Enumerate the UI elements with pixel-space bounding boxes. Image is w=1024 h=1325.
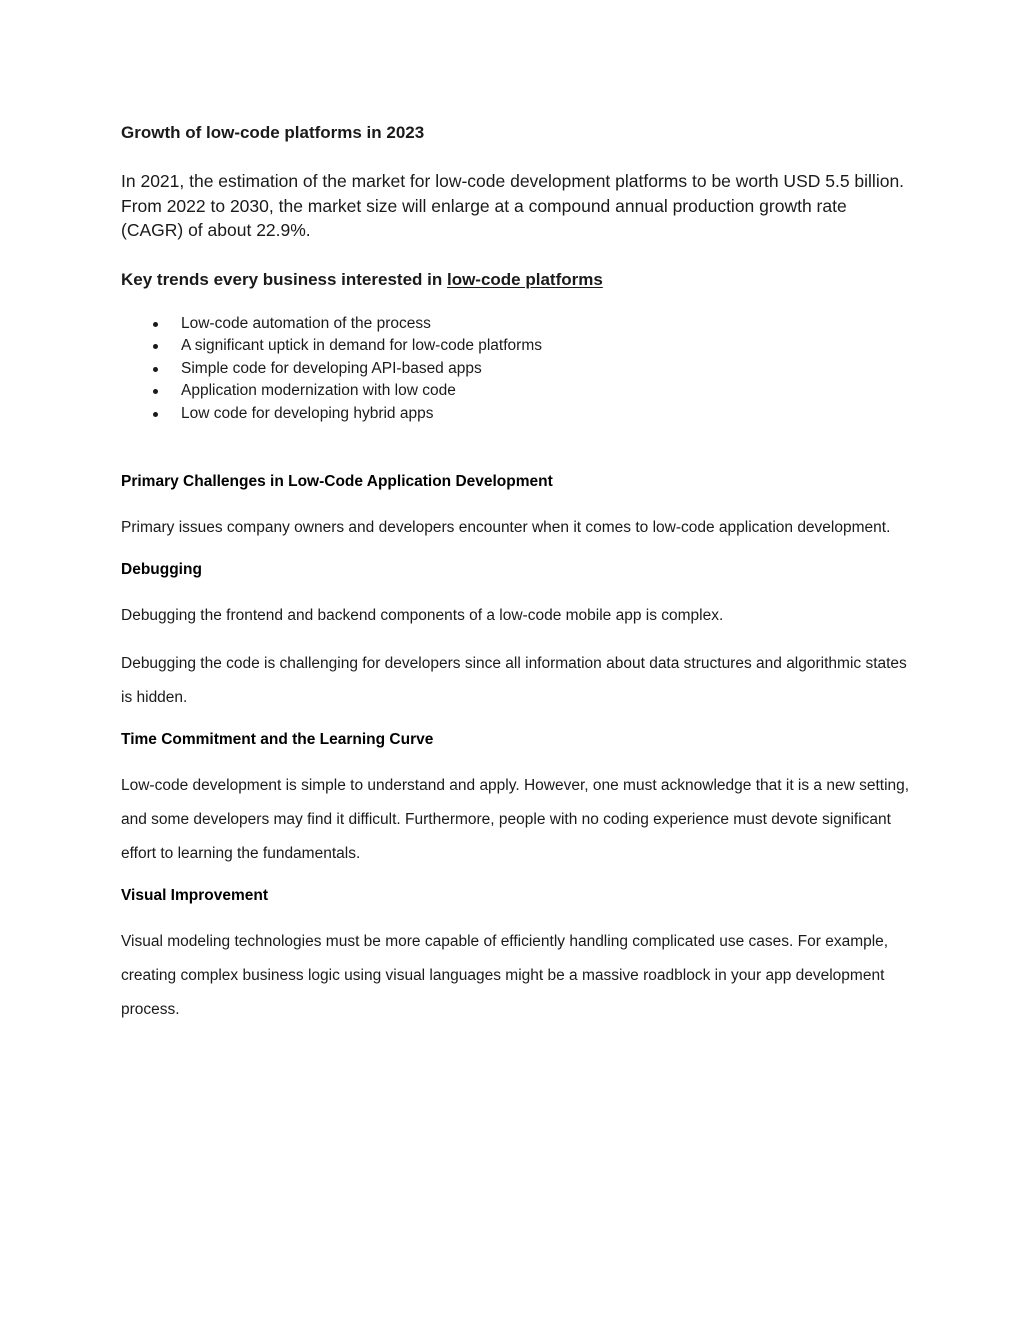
page-title: Growth of low-code platforms in 2023	[121, 123, 425, 142]
visual-improvement-heading: Visual Improvement	[121, 887, 269, 905]
document-body	[121, 121, 911, 1027]
trends-heading-text: Key trends every business interested in	[121, 269, 447, 289]
trends-list	[121, 313, 911, 426]
low-code-platforms-link[interactable]: low-code platforms	[446, 269, 603, 289]
debugging-paragraph-2: Debugging the code is challenging for developers since all information about data structures and algorithmic states is hidden.	[121, 655, 907, 707]
list-item: Low code for developing hybrid apps	[121, 403, 911, 426]
time-commitment-paragraph: Low-code development is simple to understand and apply. However, one must acknowledge that it is a new setting, and some developers may find it difficult. Furthermore, people with no coding experience must devote significant effort to learning the fundamentals.	[121, 777, 910, 863]
challenges-heading: Primary Challenges in Low-Code Application Development	[121, 473, 553, 491]
time-commitment-heading: Time Commitment and the Learning Curve	[121, 731, 434, 749]
visual-improvement-paragraph: Visual modeling technologies must be more capable of efficiently handling complicated use cases. For example, creating complex business logic using visual languages might be a massive roadblock in your app development process.	[121, 933, 889, 1019]
list-item: Simple code for developing API-based apps	[121, 358, 911, 381]
list-item: A significant uptick in demand for low-code platforms	[121, 335, 911, 358]
list-item: Application modernization with low code	[121, 380, 911, 403]
list-item: Low-code automation of the process	[121, 313, 911, 336]
market-intro-paragraph: In 2021, the estimation of the market for low-code development platforms to be worth USD 5.5 billion. From 2022 to 2030, the market size will enlarge at a compound annual production growth rate (CAGR) of about 22.9%.	[121, 171, 905, 240]
debugging-heading: Debugging	[121, 561, 202, 579]
trends-heading	[121, 268, 911, 292]
challenges-intro-paragraph: Primary issues company owners and developers encounter when it comes to low-code application development.	[121, 519, 891, 537]
debugging-paragraph-1: Debugging the frontend and backend components of a low-code mobile app is complex.	[121, 607, 724, 625]
